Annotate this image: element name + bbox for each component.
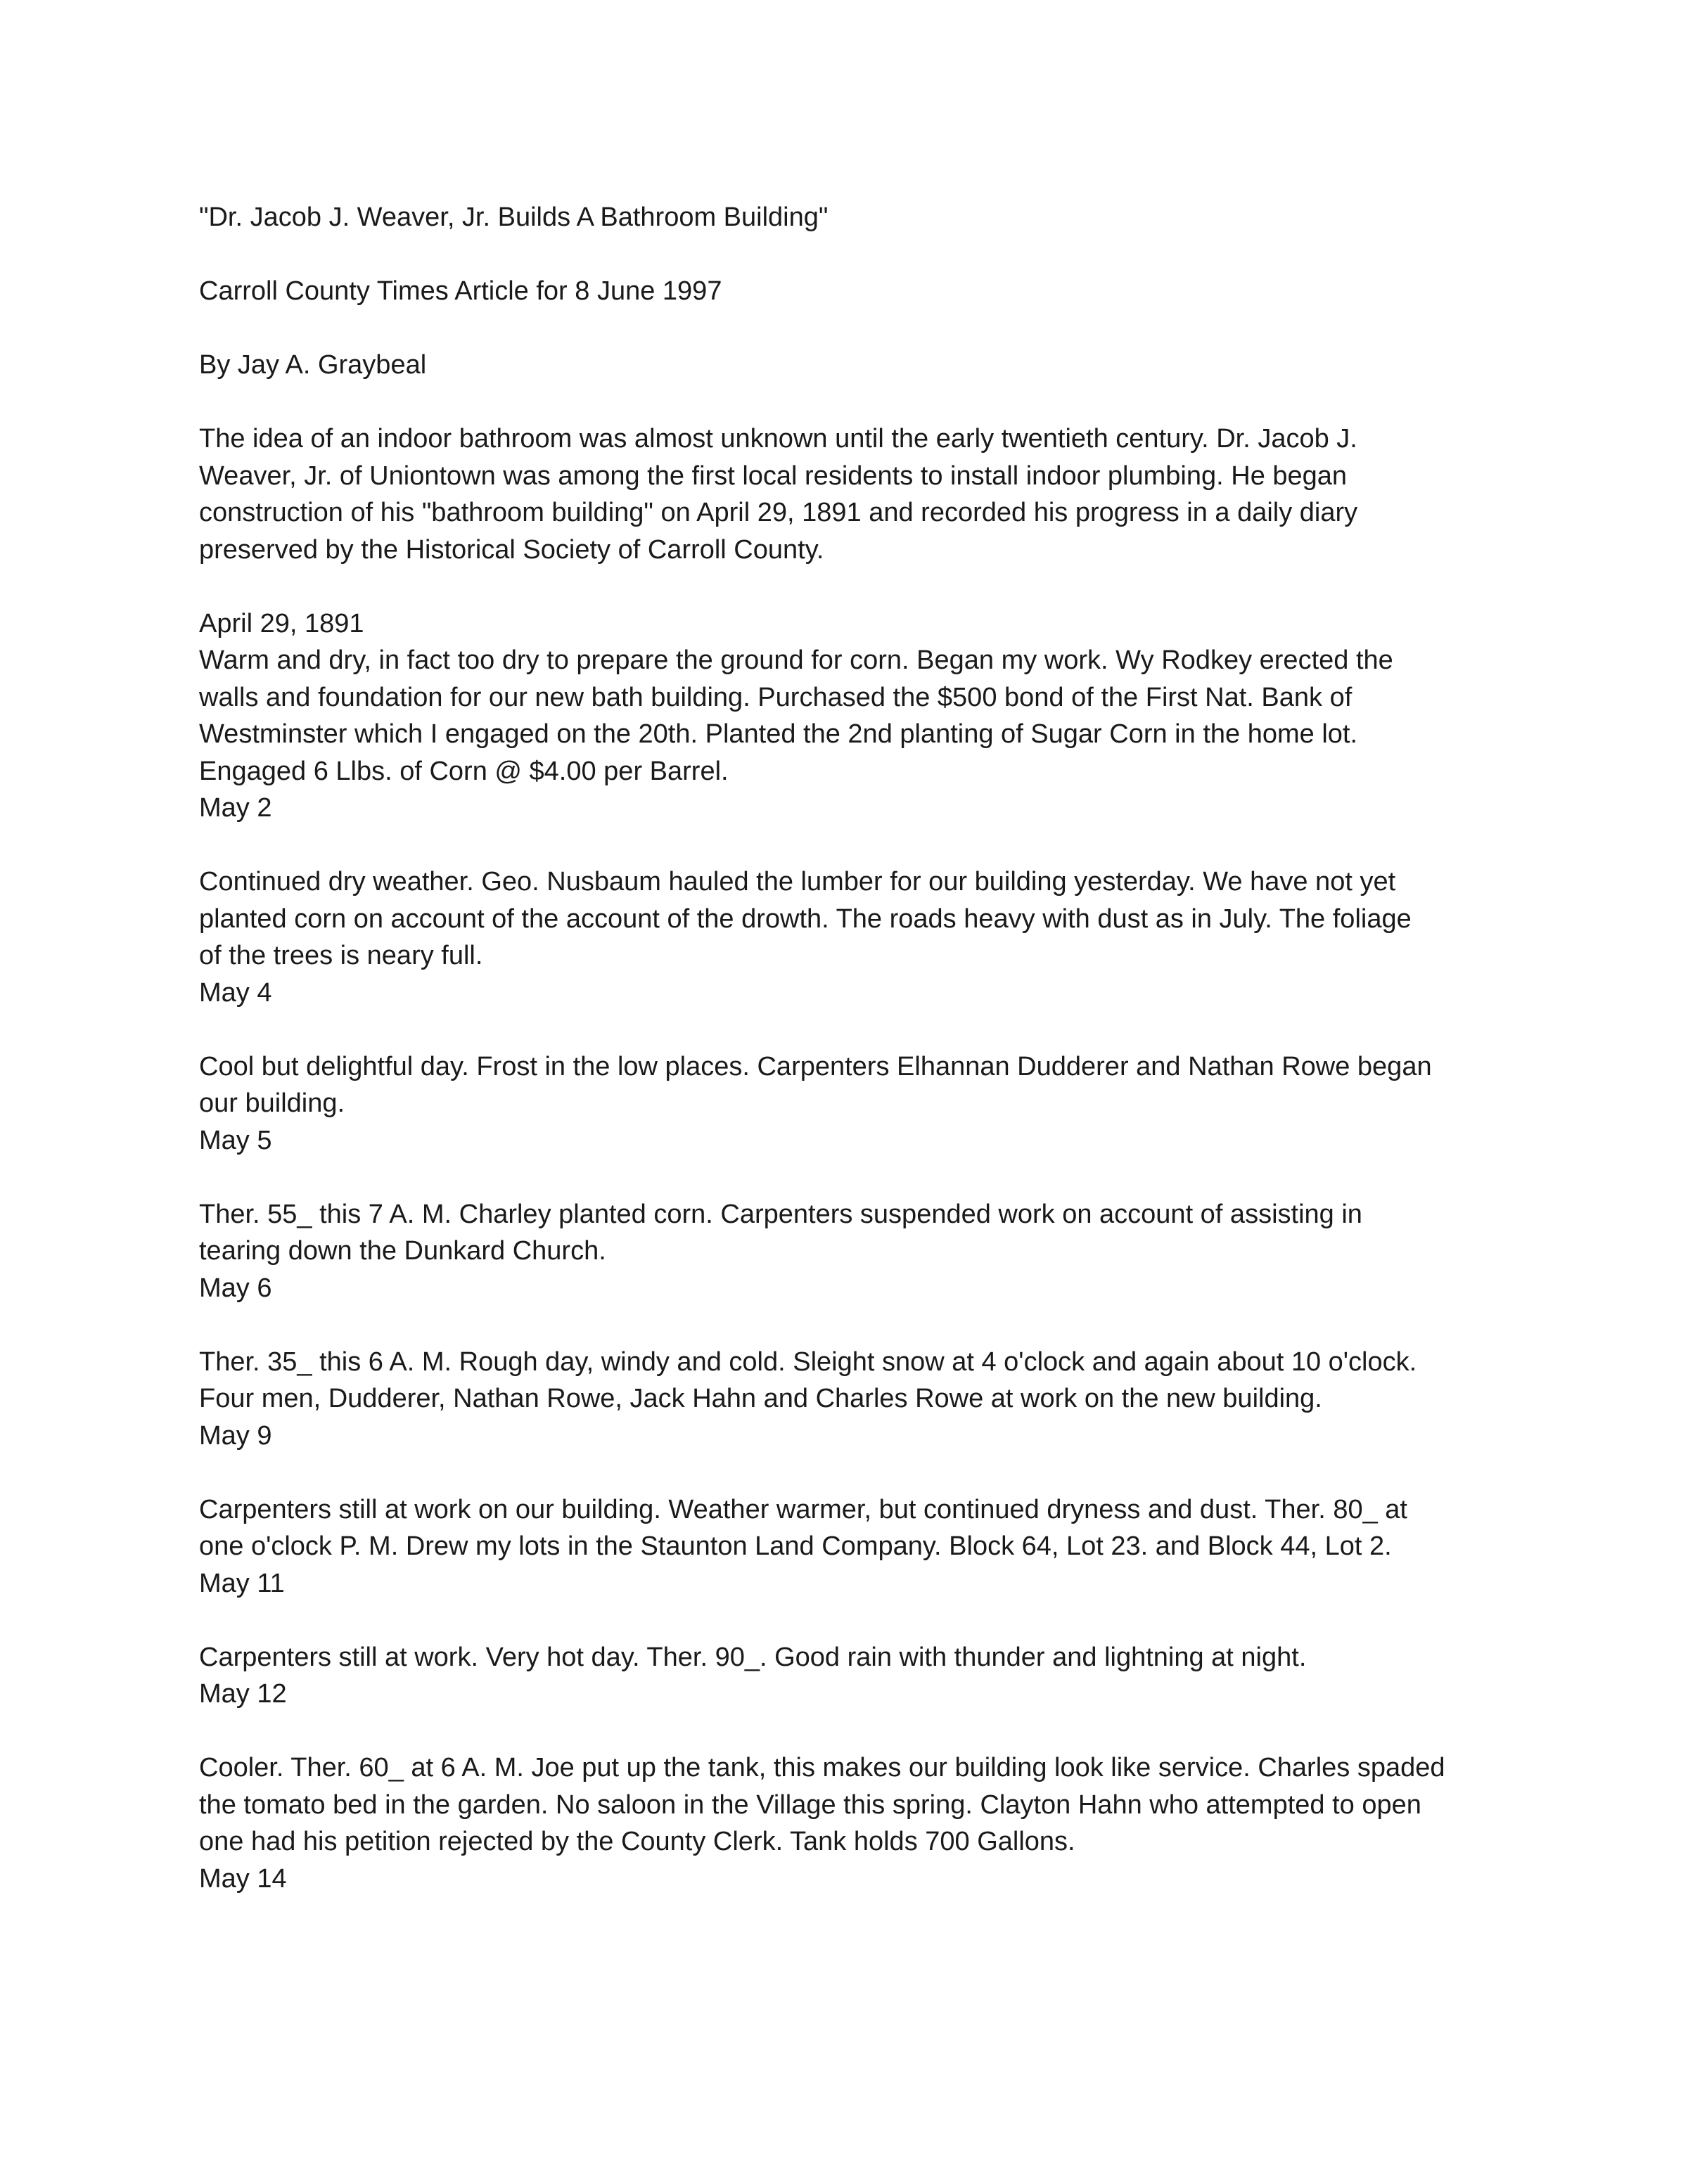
spacer — [199, 1602, 1521, 1639]
diary-entry-text: Cool but delightful day. Frost in the low places. Carpenters Elhannan Dudderer and Nathan Rowe began our building. — [199, 1051, 1432, 1118]
spacer — [199, 1306, 1521, 1344]
spacer — [199, 310, 1521, 347]
diary-entry-text: Cooler. Ther. 60_ at 6 A. M. Joe put up the tank, this makes our building look like service. Charles spaded the tomato bed in the garden. No saloon in the Village this spring. Clayton Hahn who attempted to open one had his petition rejected by the County Clerk. Tank holds 700 Gallons. — [199, 1753, 1445, 1856]
diary-entry-text: Carpenters still at work on our building. Weather warmer, but continued dryness and dust. Ther. 80_ at one o'clock P. M. Drew my lots in the Staunton Land Company. Block 64, Lot 23. and Block 44, Lot 2. — [199, 1494, 1407, 1561]
spacer — [199, 1011, 1521, 1048]
diary-entry-date: May 11 — [199, 1568, 285, 1598]
diary-entry-text: Carpenters still at work. Very hot day. Ther. 90_. Good rain with thunder and lightning at night. — [199, 1642, 1307, 1672]
diary-entry-date: April 29, 1891 — [199, 608, 364, 638]
document-page — [199, 199, 1521, 1897]
diary-entry-date: May 12 — [199, 1679, 287, 1709]
diary-entry-date: May 9 — [199, 1420, 272, 1451]
diary-entry-text: Ther. 35_ this 6 A. M. Rough day, windy and cold. Sleight snow at 4 o'clock and again about 10 o'clock. Four men, Dudderer, Nathan Rowe, Jack Hahn and Charles Rowe at work on the new building. — [199, 1347, 1417, 1413]
diary-entry-date: May 6 — [199, 1273, 272, 1303]
diary-entry-date: May 14 — [199, 1863, 287, 1894]
spacer — [199, 1713, 1521, 1750]
diary-entry-text: Continued dry weather. Geo. Nusbaum hauled the lumber for our building yesterday. We have not yet planted corn on account of the account of the drowth. The roads heavy with dust as in July. The foliage of the trees is neary full. — [199, 867, 1412, 970]
intro-paragraph: The idea of an indoor bathroom was almost unknown until the early twentieth century. Dr. Jacob J. Weaver, Jr. of Uniontown was among the first local residents to install indoor plumbing. He began construction of his "bathroom building" on April 29, 1891 and recorded his progress in a daily diary preserved by the Historical Society of Carroll County. — [199, 424, 1358, 565]
diary-entry-text: Ther. 55_ this 7 A. M. Charley planted corn. Carpenters suspended work on account of assisting in tearing down the Dunkard Church. — [199, 1199, 1362, 1266]
spacer — [199, 384, 1521, 421]
article-byline: By Jay A. Graybeal — [199, 350, 427, 380]
diary-entry-date: May 5 — [199, 1125, 272, 1155]
spacer — [199, 1454, 1521, 1491]
spacer — [199, 827, 1521, 864]
article-title: "Dr. Jacob J. Weaver, Jr. Builds A Bathroom Building" — [199, 203, 829, 232]
diary-entry-text: Warm and dry, in fact too dry to prepare the ground for corn. Began my work. Wy Rodkey erected the walls and foundation for our new bath building. Purchased the $500 bond of the First Nat. Bank of Westminster which I engaged on the 20th. Planted the 2nd planting of Sugar Corn in the home lot. Engaged 6 Llbs. of Corn @ $4.00 per Barrel. — [199, 645, 1393, 786]
spacer — [199, 236, 1521, 274]
diary-entry-date: May 4 — [199, 977, 272, 1008]
spacer — [199, 568, 1521, 605]
article-source: Carroll County Times Article for 8 June 1997 — [199, 276, 722, 306]
diary-entry-date: May 2 — [199, 793, 272, 823]
spacer — [199, 1159, 1521, 1196]
